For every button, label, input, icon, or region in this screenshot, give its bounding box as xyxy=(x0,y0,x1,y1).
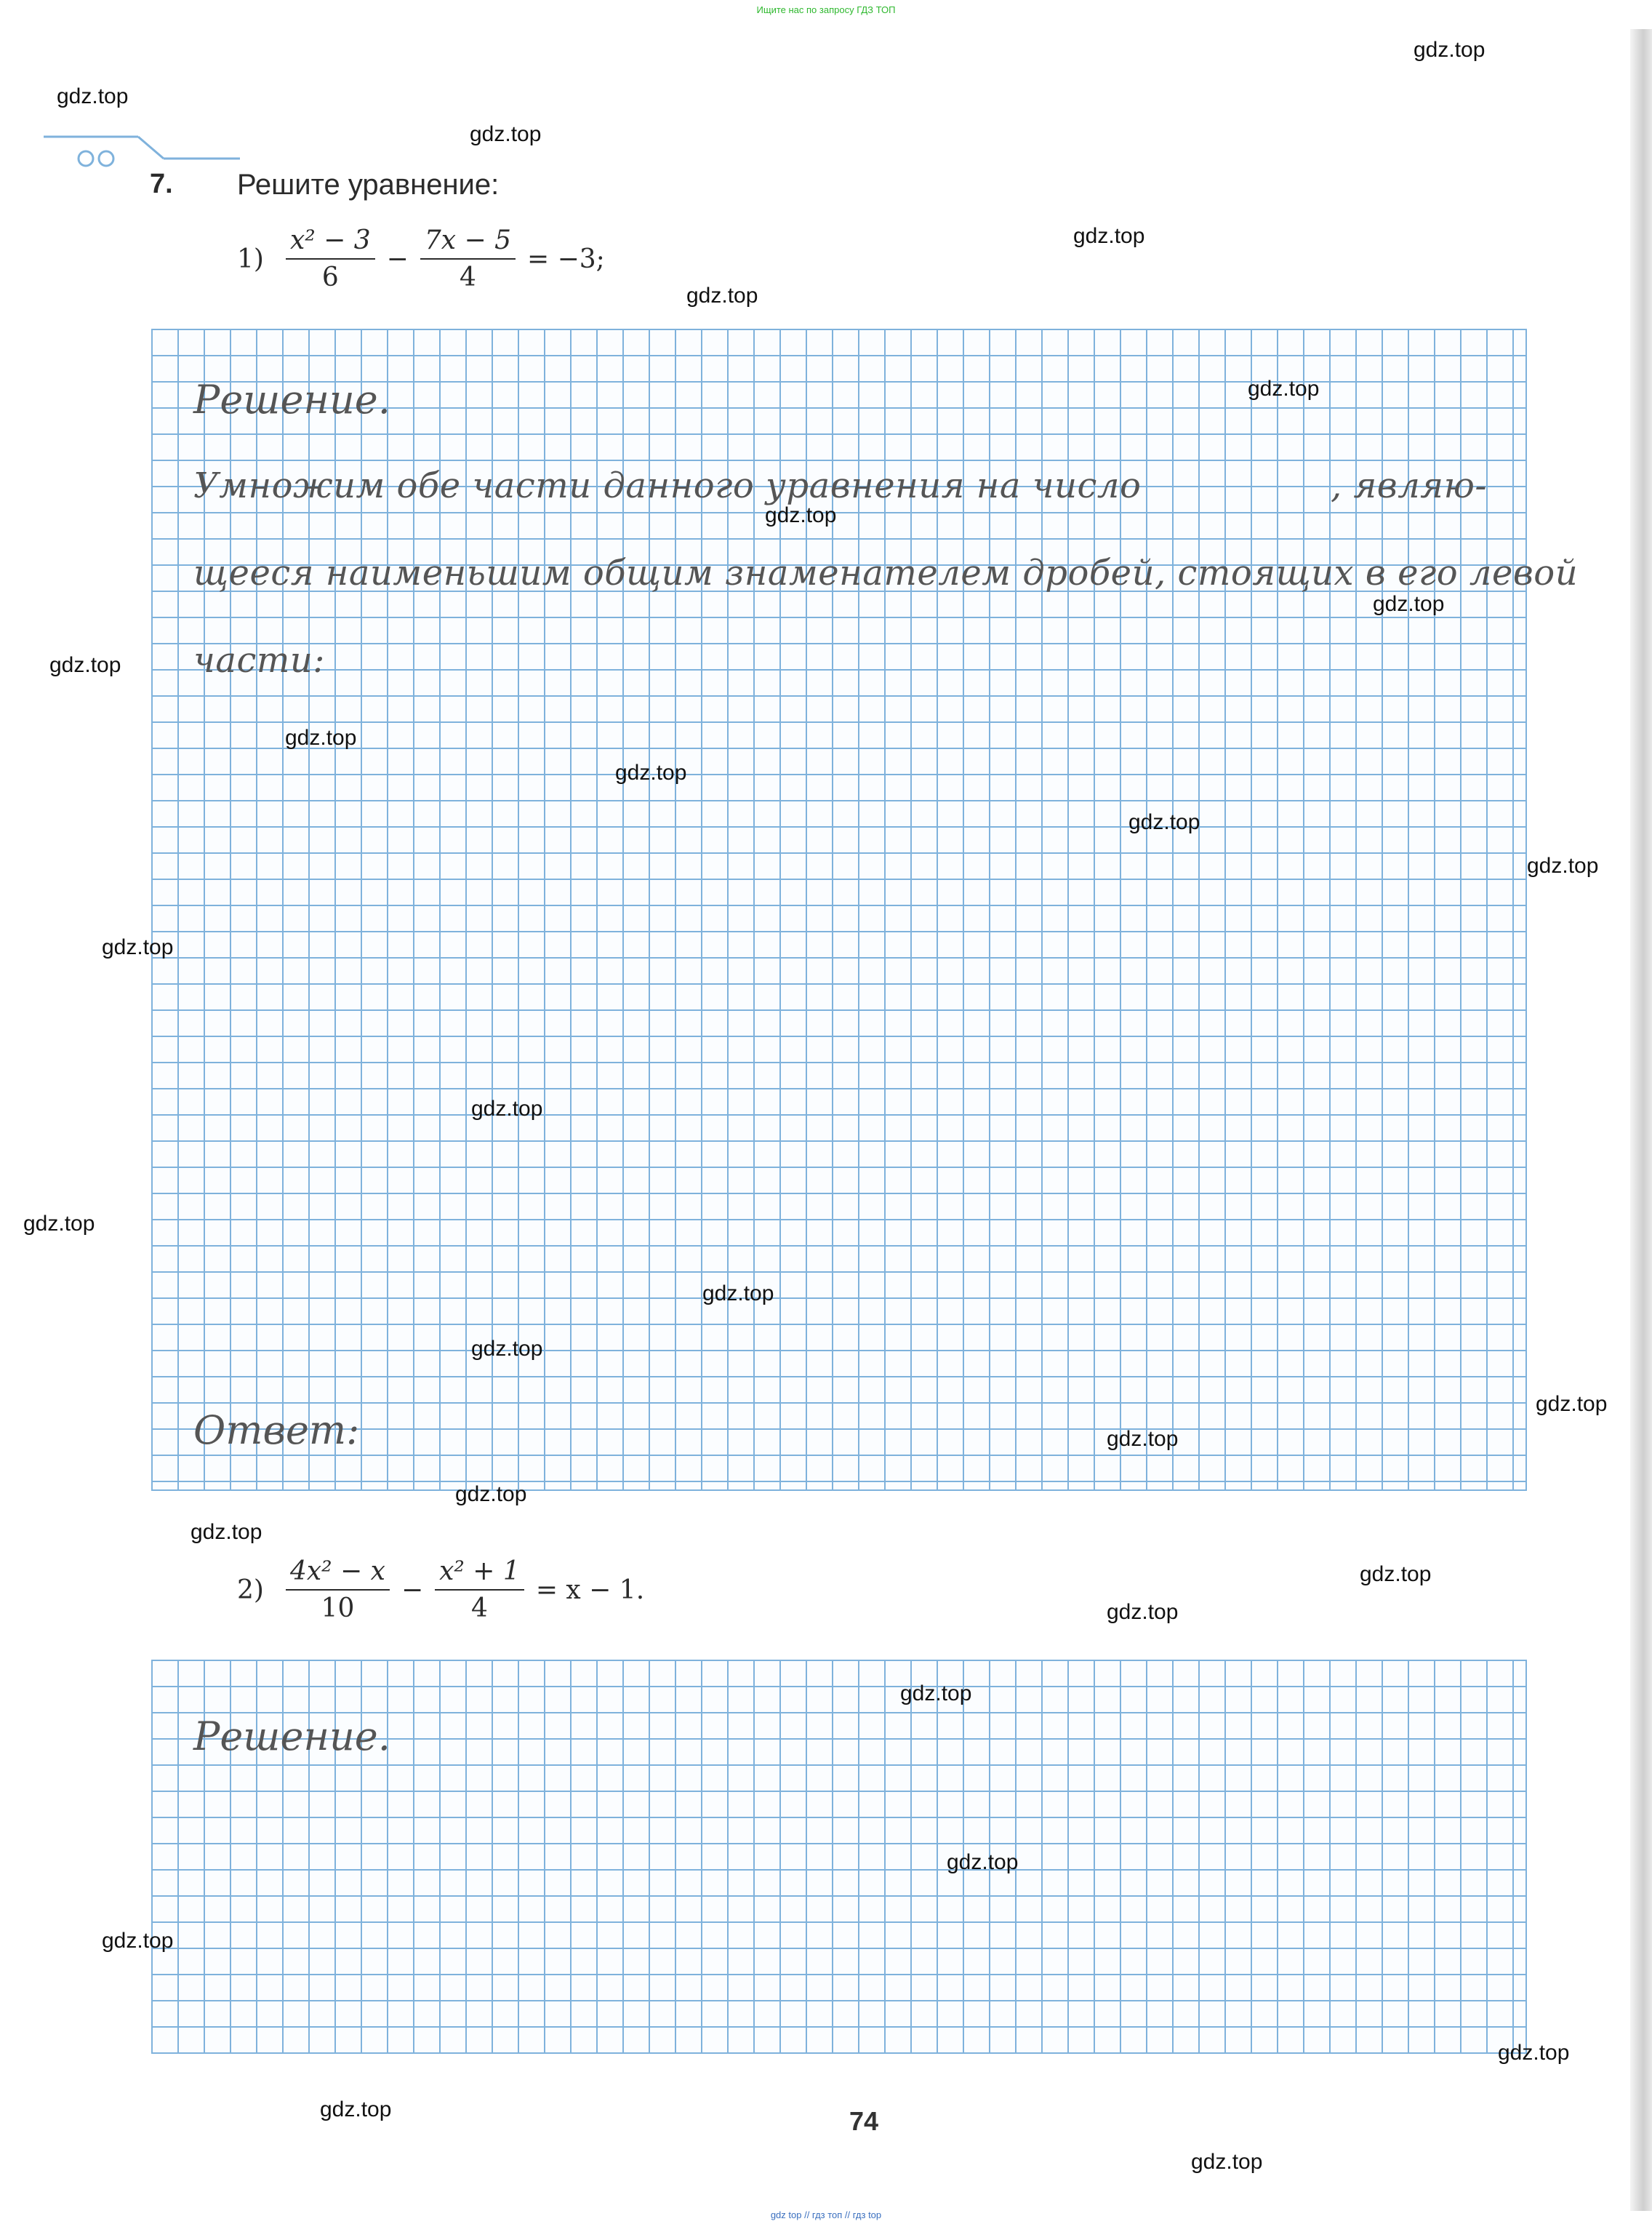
watermark: gdz.top xyxy=(702,1281,774,1305)
fraction-denominator: 4 xyxy=(471,1593,488,1623)
operator: − xyxy=(386,244,409,274)
watermark: gdz.top xyxy=(1360,1562,1432,1586)
equation-rhs: = x − 1. xyxy=(535,1575,645,1605)
watermark: gdz.top xyxy=(470,122,542,146)
watermark: gdz.top xyxy=(102,1929,174,1953)
equation-label: 2) xyxy=(237,1575,264,1605)
watermark: gdz.top xyxy=(1414,38,1485,62)
watermark: gdz.top xyxy=(191,1520,262,1544)
page-edge-shadow xyxy=(1630,29,1652,2211)
solution-text-line-end: , являю- xyxy=(1331,465,1488,506)
header-note: Ищите нас по запросу ГДЗ ТОП xyxy=(756,4,896,15)
fraction-numerator: 7x − 5 xyxy=(420,225,516,260)
fraction xyxy=(286,225,375,292)
watermark: gdz.top xyxy=(1107,1427,1179,1451)
equation-rhs: = −3; xyxy=(527,244,605,274)
operator: − xyxy=(401,1575,424,1605)
watermark: gdz.top xyxy=(471,1097,543,1121)
fraction xyxy=(420,225,516,292)
equation-label: 1) xyxy=(237,244,264,274)
watermark: gdz.top xyxy=(455,1482,527,1506)
equation-2 xyxy=(237,1556,644,1623)
watermark: gdz.top xyxy=(947,1850,1019,1874)
decoration-circle-icon xyxy=(79,151,93,166)
watermark: gdz.top xyxy=(1107,1600,1179,1624)
answer-label: Ответ: xyxy=(193,1407,360,1453)
solution-text-line: Умножим обе части данного уравнения на число xyxy=(193,465,1142,506)
fraction-numerator: x² + 1 xyxy=(435,1556,524,1591)
watermark: gdz.top xyxy=(1248,377,1320,401)
watermark: gdz.top xyxy=(102,935,174,959)
fraction xyxy=(286,1556,390,1623)
watermark: gdz.top xyxy=(1536,1392,1608,1416)
fraction-numerator: x² − 3 xyxy=(286,225,375,260)
watermark: gdz.top xyxy=(1128,810,1200,834)
watermark: gdz.top xyxy=(57,84,129,108)
solution-text-line: части: xyxy=(193,640,325,681)
watermark: gdz.top xyxy=(765,503,837,527)
fraction-denominator: 4 xyxy=(459,263,476,292)
watermark: gdz.top xyxy=(320,2097,392,2121)
fraction-numerator: 4x² − x xyxy=(286,1556,390,1591)
section-decoration xyxy=(44,131,247,175)
task-title: Решите уравнение: xyxy=(237,169,500,201)
footer-note: gdz top // гдз топ // гдз top xyxy=(770,2209,882,2220)
watermark: gdz.top xyxy=(1191,2150,1263,2174)
watermark: gdz.top xyxy=(285,726,357,750)
decoration-circle-icon xyxy=(99,151,113,166)
watermark: gdz.top xyxy=(471,1337,543,1361)
page-number: 74 xyxy=(849,2106,879,2136)
watermark: gdz.top xyxy=(686,284,758,308)
equation-1 xyxy=(237,225,605,292)
watermark: gdz.top xyxy=(1373,592,1445,616)
fraction xyxy=(435,1556,524,1623)
watermark: gdz.top xyxy=(900,1681,972,1705)
watermark: gdz.top xyxy=(615,761,687,785)
watermark: gdz.top xyxy=(23,1212,95,1236)
task-number: 7. xyxy=(150,169,173,199)
watermark: gdz.top xyxy=(1073,224,1145,248)
fraction-denominator: 6 xyxy=(321,263,339,292)
watermark: gdz.top xyxy=(49,653,121,677)
fraction-denominator: 10 xyxy=(321,1593,355,1623)
solution-heading: Решение. xyxy=(193,1713,390,1759)
solution-heading: Решение. xyxy=(193,377,390,423)
watermark: gdz.top xyxy=(1498,2041,1570,2065)
watermark: gdz.top xyxy=(1527,854,1599,878)
solution-text-line: щееся наименьшим общим знаменателем дробей, стоящих в его левой xyxy=(193,553,1579,593)
